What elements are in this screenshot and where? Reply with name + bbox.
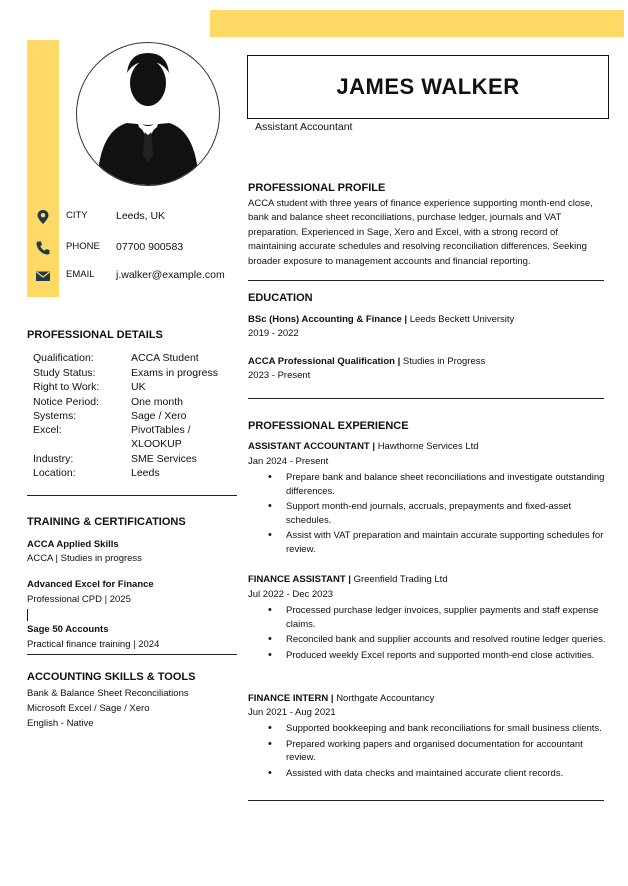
- skill-item: English - Native: [27, 718, 94, 729]
- detail-label: Study Status:: [33, 367, 96, 379]
- job-header: [248, 692, 434, 706]
- detail-value: One month: [131, 396, 183, 408]
- contact-email: [30, 266, 240, 286]
- job-company: Hawthorne Services Ltd: [377, 441, 479, 452]
- profile-line: ACCA student with three years of finance experience supporting month-end close,: [248, 198, 593, 209]
- skills-heading: ACCOUNTING SKILLS & TOOLS: [27, 671, 196, 683]
- person-silhouette-icon: [77, 43, 219, 185]
- bullet-item: • Reconciled bank and supplier accounts and resolved routine ledger queries.: [248, 633, 606, 647]
- job-role: ASSISTANT ACCOUNTANT: [248, 441, 370, 452]
- training-detail: Professional CPD | 2025: [27, 594, 131, 605]
- job-header: [248, 573, 448, 587]
- job-company: Northgate Accountancy: [336, 693, 435, 704]
- contact-label: PHONE: [66, 241, 100, 252]
- candidate-name: JAMES WALKER: [336, 74, 520, 99]
- detail-label: Excel:: [33, 424, 62, 436]
- contact-phone: [30, 238, 240, 258]
- degree: ACCA Professional Qualification: [248, 356, 395, 367]
- divider: [27, 654, 237, 655]
- education-dates: 2019 - 2022: [248, 328, 299, 339]
- education-entry: [248, 313, 514, 327]
- bullet-item: • Assist with VAT preparation and maintain accurate supporting schedules for review.: [248, 529, 606, 556]
- training-heading: TRAINING & CERTIFICATIONS: [27, 516, 186, 528]
- detail-label: Location:: [33, 467, 76, 479]
- job-dates: Jul 2022 - Dec 2023: [248, 589, 334, 600]
- detail-value: PivotTables / XLOOKUP: [131, 424, 191, 450]
- bullet-item: • Produced weekly Excel reports and supported month-end close activities.: [248, 649, 606, 663]
- profile-line: broader exposure to management accounts and financial reporting.: [248, 255, 531, 267]
- job-role: FINANCE INTERN: [248, 693, 329, 704]
- detail-label: Right to Work:: [33, 381, 100, 393]
- education-entry: [248, 355, 485, 369]
- contact-value: Leeds, UK: [116, 210, 166, 222]
- detail-label: Qualification:: [33, 352, 94, 364]
- profile-line: bank and balance sheet reconciliations, purchase ledger, journals and VAT: [248, 212, 562, 224]
- divider: [27, 495, 237, 496]
- job-bullets: [248, 604, 606, 664]
- envelope-icon: [35, 268, 51, 284]
- detail-value: Sage / Xero: [131, 410, 187, 422]
- school: Studies in Progress: [402, 356, 486, 367]
- bullet-item: • Prepared working papers and organised documentation for accountant review.: [248, 738, 606, 765]
- contact-label: CITY: [66, 210, 88, 221]
- job-bullets: [248, 471, 606, 558]
- avatar: [76, 42, 220, 186]
- profile-text: [248, 197, 613, 269]
- sidebar-accent-bar: [27, 40, 59, 297]
- job-role: FINANCE ASSISTANT: [248, 574, 346, 585]
- training-detail: ACCA | Studies in progress: [27, 553, 142, 564]
- degree: BSc (Hons) Accounting & Finance: [248, 314, 402, 325]
- job-title: Assistant Accountant: [255, 121, 353, 133]
- divider: [248, 398, 604, 399]
- separator: |: [397, 356, 401, 367]
- contact-value: 07700 900583: [116, 241, 184, 253]
- detail-value: SME Services: [131, 453, 197, 465]
- job-dates: Jun 2021 - Aug 2021: [248, 707, 336, 718]
- separator: |: [330, 693, 334, 704]
- contact-value[interactable]: j.walker@example.com: [116, 269, 225, 281]
- phone-icon: [35, 240, 51, 256]
- education-dates: 2023 - Present: [248, 370, 311, 381]
- bullet-item: • Prepare bank and balance sheet reconciliations and investigate outstanding differences.: [248, 471, 606, 498]
- detail-value: UK: [131, 381, 146, 393]
- location-pin-icon: [35, 209, 51, 225]
- contact-city: [30, 207, 240, 227]
- separator: |: [348, 574, 351, 585]
- separator: |: [372, 441, 376, 452]
- job-bullets: [248, 722, 606, 782]
- details-heading: PROFESSIONAL DETAILS: [27, 329, 163, 341]
- training-title: Advanced Excel for Finance: [27, 579, 154, 590]
- top-accent-bar: [210, 10, 624, 37]
- detail-label: Systems:: [33, 410, 77, 422]
- name-box: [247, 55, 609, 119]
- profile-line: preparation. Experienced in Sage, Xero and Excel, with a strong record of: [248, 226, 558, 238]
- profile-line: maintaining accurate schedules and resolving reconciliation differences. Seeking: [248, 241, 587, 253]
- skill-item: Microsoft Excel / Sage / Xero: [27, 703, 150, 714]
- bullet-item: • Supported bookkeeping and bank reconciliations for small business clients.: [248, 722, 606, 736]
- training-detail: Practical finance training | 2024: [27, 639, 160, 650]
- bullet-item: • Support month-end journals, accruals, prepayments and fixed-asset schedules.: [248, 500, 606, 527]
- contact-label: EMAIL: [66, 269, 95, 280]
- detail-value: Leeds: [131, 467, 160, 479]
- job-dates: Jan 2024 - Present: [248, 456, 329, 467]
- detail-value: ACCA Student: [131, 352, 199, 364]
- bullet-item: • Processed purchase ledger invoices, supplier payments and staff expense claims.: [248, 604, 606, 631]
- detail-value: Exams in progress: [131, 367, 218, 379]
- bullet-item: • Assisted with data checks and maintained accurate client records.: [248, 767, 606, 781]
- school: Leeds Beckett University: [409, 314, 515, 325]
- skill-item: Bank & Balance Sheet Reconciliations: [27, 688, 189, 699]
- experience-heading: PROFESSIONAL EXPERIENCE: [248, 420, 409, 432]
- detail-label: Industry:: [33, 453, 74, 465]
- profile-heading: PROFESSIONAL PROFILE: [248, 182, 386, 194]
- separator: |: [404, 314, 408, 325]
- training-title: ACCA Applied Skills: [27, 539, 119, 550]
- text-cursor: [27, 609, 28, 621]
- education-heading: EDUCATION: [248, 292, 313, 304]
- job-header: [248, 440, 479, 454]
- detail-label: Notice Period:: [33, 396, 99, 408]
- divider: [248, 800, 604, 801]
- job-company: Greenfield Trading Ltd: [353, 574, 448, 585]
- divider: [248, 280, 604, 281]
- training-title: Sage 50 Accounts: [27, 624, 109, 635]
